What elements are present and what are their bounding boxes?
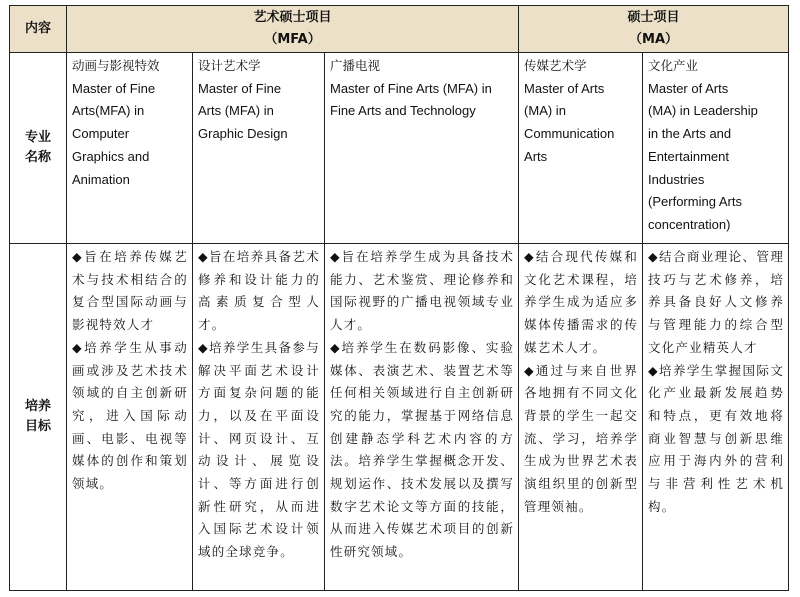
goal-cell-media-arts [519, 244, 643, 591]
goal-paragraph: ◆结合商业理论、管理技巧与艺术修养，培养具备良好人文修养与管理能力的综合型文化产业精英人才 [648, 249, 785, 355]
goal-paragraph: ◆旨在培养具备艺术修养和设计能力的高素质复合型人才。 [198, 249, 320, 333]
major-cn: 传媒艺术学 [524, 58, 587, 73]
goal-paragraph: ◆通过与来自世界各地拥有不同文化背景的学生一起交流、学习，培养学生成为世界艺术表演组织里的创新型管理领袖。 [524, 362, 639, 514]
goal-label-line2: 目标 [24, 419, 51, 434]
major-en: Master of Fine Arts(MFA) in Computer Graphics and Animation [72, 80, 156, 187]
goal-paragraph: ◆培养学生在数码影像、实验媒体、表演艺术、装置艺术等任何相关领域进行自主创新研究的能力，掌握基于网络信息创建静态学科艺术内容的方法。培养学生掌握概念开发、规划运作、技术发展以及撰写数字艺术论文等方面的技能，从而进入传媒艺术项目的创新性研究领域。 [330, 339, 515, 560]
major-name-label-line1: 专业 [24, 130, 51, 145]
content-label: 内容 [24, 21, 51, 36]
major-cn: 文化产业 [648, 58, 699, 73]
major-name-label-line2: 名称 [24, 150, 51, 165]
goal-cell-design [193, 244, 325, 591]
program-comparison-table [9, 5, 789, 591]
ma-header-cell [519, 6, 789, 53]
ma-title: 硕士项目 [627, 10, 680, 25]
major-name-row-label [10, 53, 67, 244]
major-en: Master of Fine Arts (MFA) in Graphic Design [198, 80, 288, 142]
goal-row-label [10, 244, 67, 591]
major-cell-broadcast [325, 53, 519, 244]
goal-paragraph: ◆培养学生从事动画或涉及艺术技术领域的自主创新研究，进入国际动画、电影、电视等媒体的创作和策划领域。 [72, 339, 188, 492]
major-cn: 广播电视 [330, 58, 381, 73]
major-cell-design [193, 53, 325, 244]
major-en: Master of Fine Arts (MFA) in Fine Arts and Technology [330, 80, 492, 119]
goal-cell-culture-industry [643, 244, 789, 591]
goal-paragraph: ◆结合现代传媒和文化艺术课程，培养学生成为适应多媒体传播需求的传媒艺术人才。 [524, 249, 639, 355]
major-cell-media-arts [519, 53, 643, 244]
major-cell-animation [67, 53, 193, 244]
major-cn: 动画与影视特效 [72, 58, 160, 73]
mfa-title: 艺术硕士项目 [253, 10, 332, 25]
goal-paragraph: ◆旨在培养传媒艺术与技术相结合的复合型国际动画与影视特效人才 [72, 249, 188, 333]
major-cell-culture-industry [643, 53, 789, 244]
major-cn: 设计艺术学 [198, 58, 261, 73]
mfa-subtitle: （MFA） [264, 32, 321, 47]
content-header-cell [10, 6, 67, 53]
ma-subtitle: （MA） [629, 32, 679, 47]
goal-label-line1: 培养 [24, 399, 51, 414]
major-en: Master of Arts (MA) in Communication Arts [524, 80, 615, 164]
goal-paragraph: ◆培养学生掌握国际文化产业最新发展趋势和特点，更有效地将商业智慧与创新思维应用于海内外的营利与非营利性艺术机构。 [648, 362, 785, 514]
major-en: Master of Arts (MA) in Leadership in the Arts and Entertainment Industries (Performing Arts concentration) [648, 80, 758, 232]
goal-paragraph: ◆培养学生具备参与解决平面艺术设计方面复杂问题的能力，以及在平面设计、网页设计、互动设计、展览设计、等方面进行创新性研究，从而进入国际艺术设计领域的全球竞争。 [198, 339, 320, 560]
goal-paragraph: ◆旨在培养学生成为具备技术能力、艺术鉴赏、理论修养和国际视野的广播电视领域专业人才。 [330, 249, 515, 333]
goal-cell-broadcast [325, 244, 519, 591]
mfa-header-cell [67, 6, 519, 53]
goal-cell-animation [67, 244, 193, 591]
